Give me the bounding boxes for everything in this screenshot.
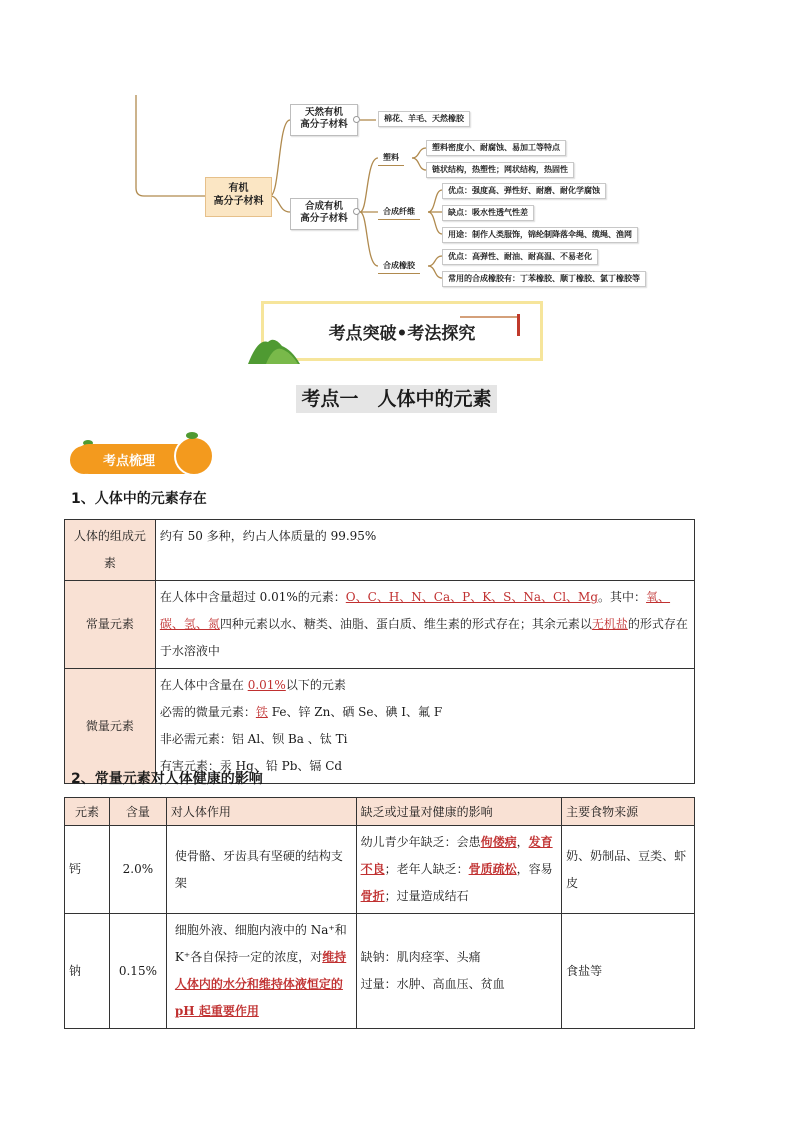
mindmap-node-rubber: 合成橡胶 <box>378 259 420 274</box>
fracture: 骨折 <box>360 889 385 903</box>
table-row <box>65 826 695 914</box>
mindmap-natural-line2: 高分子材料 <box>300 119 348 130</box>
row-head-major: 常量元素 <box>65 581 156 669</box>
element-amount: 2.0% <box>109 826 166 914</box>
osteoporosis: 骨质疏松 <box>468 862 517 876</box>
elements-table <box>64 519 695 784</box>
row-body-major <box>155 581 694 669</box>
element-effect <box>356 914 562 1029</box>
table-row <box>65 581 695 669</box>
element-food: 食盐等 <box>562 914 695 1029</box>
mindmap-synthetic-line1: 合成有机 <box>304 201 343 212</box>
banner-title: 考点突破•考法探究 <box>328 324 476 344</box>
rickets: 佝偻病 <box>480 835 517 849</box>
text-run: 幼儿青少年缺乏：会患 <box>360 835 481 849</box>
element-role <box>166 914 356 1029</box>
heading-1: 1、人体中的元素存在 <box>71 491 207 507</box>
heading-2: 2、常量元素对人体健康的影响 <box>71 771 263 787</box>
mindmap-node-natural <box>290 104 358 136</box>
table-row <box>65 914 695 1029</box>
text-run: ，容易 <box>516 862 553 876</box>
orange-right-icon <box>174 436 214 476</box>
element-amount: 0.15% <box>109 914 166 1029</box>
text-run: 以下的元素 <box>285 678 346 692</box>
sodium-role-highlight: 维持人体内的水分和维持体液恒定的 pH 起重要作用 <box>174 950 347 1018</box>
mindmap-leaf-fiber-2: 缺点：吸水性透气性差 <box>442 205 534 221</box>
collapse-dot-icon[interactable] <box>353 116 360 123</box>
column-header: 元素 <box>65 798 110 826</box>
iron-element: 铁 <box>255 705 268 719</box>
text-run: 。其中： <box>598 590 647 604</box>
mindmap-leaf-plastic-2: 链状结构，热塑性；网状结构，热固性 <box>426 162 574 178</box>
mindmap-node-synthetic <box>290 198 358 230</box>
text-run: 四种元素以水、糖类、油脂、蛋白质、维生素的形式存在；其余元素以 <box>219 617 592 631</box>
mindmap-natural-line1: 天然有机 <box>304 107 343 118</box>
mindmap-leaf-natural: 棉花、羊毛、天然橡胶 <box>378 111 470 127</box>
mindmap-connectors <box>0 0 794 300</box>
mindmap-leaf-rubber-2: 常用的合成橡胶有：丁苯橡胶、顺丁橡胶、氯丁橡胶等 <box>442 271 646 287</box>
mindmap-leaf-fiber-1: 优点：强度高、弹性好、耐磨、耐化学腐蚀 <box>442 183 606 199</box>
inorganic-salt: 无机盐 <box>591 617 628 631</box>
element-effect <box>356 826 562 914</box>
collapse-dot-icon[interactable] <box>353 208 360 215</box>
text-run: ；老年人缺乏： <box>384 862 469 876</box>
element-food: 奶、奶制品、豆类、虾皮 <box>562 826 695 914</box>
trace-line-3: 非必需元素：铝 Al、钡 Ba 、钛 Ti <box>159 732 348 746</box>
table-row <box>65 520 695 581</box>
row-head-trace: 微量元素 <box>65 669 156 784</box>
effect-line-1: 缺钠：肌肉痉挛、头痛 <box>360 950 481 964</box>
text-run: ， <box>516 835 529 849</box>
mindmap-leaf-rubber-1: 优点：高弹性、耐油、耐高温、不易老化 <box>442 249 598 265</box>
element-name: 钠 <box>65 914 110 1029</box>
trace-line-1 <box>160 672 690 699</box>
major-elements-list: O、C、H、N、Ca、P、K、S、Na、Cl、Mg <box>345 590 599 604</box>
text-run: 细胞外液、细胞内液中的 Na⁺和 K⁺各自保持一定的浓度，对 <box>174 923 347 964</box>
section-banner <box>261 301 543 361</box>
mindmap-root-line2: 高分子材料 <box>213 196 264 207</box>
mindmap-root-node <box>205 177 272 217</box>
effect-line-2: 过量：水肿、高血压、贫血 <box>360 977 505 991</box>
text-run: Fe、锌 Zn、硒 Se、碘 I、氟 F <box>267 705 443 719</box>
mindmap-node-plastic: 塑料 <box>378 151 404 166</box>
table-row <box>65 669 695 784</box>
banner-accent-line <box>460 316 517 318</box>
column-header: 对人体作用 <box>166 798 356 826</box>
banner-accent-bar <box>517 314 520 336</box>
column-header: 主要食物来源 <box>562 798 695 826</box>
text-run: 在人体中含量在 <box>159 678 248 692</box>
section-title: 考点一 人体中的元素 <box>296 385 497 413</box>
mindmap-root-line1: 有机 <box>228 183 249 194</box>
leaf-icon <box>186 432 198 439</box>
major-elements-health-table <box>64 797 695 1029</box>
topic-pill-label: 考点梳理 <box>103 454 156 469</box>
trace-threshold: 0.01% <box>247 678 286 692</box>
row-body-trace <box>155 669 694 784</box>
column-header: 缺乏或过量对健康的影响 <box>356 798 562 826</box>
table-header-row <box>65 798 695 826</box>
text-run: ；过量造成结石 <box>384 889 469 903</box>
poor-development: 发育不良 <box>360 835 553 876</box>
four-elements: 氧、碳、氢、氮 <box>159 590 671 631</box>
text-run: 的形式存在于水溶液中 <box>159 617 688 658</box>
row-body-composition: 约有 50 多种，约占人体质量的 99.95% <box>155 520 694 581</box>
trace-line-4: 有害元素：汞 Hg、铅 Pb、镉 Cd <box>159 759 343 773</box>
element-role: 使骨骼、牙齿具有坚硬的结构支架 <box>166 826 356 914</box>
mindmap-leaf-fiber-3: 用途：制作人类服饰，锦纶制降落伞绳、缆绳、渔网 <box>442 227 638 243</box>
row-head-composition: 人体的组成元素 <box>65 520 156 581</box>
mountain-icon <box>248 336 300 364</box>
element-name: 钙 <box>65 826 110 914</box>
text-run: 在人体中含量超过 0.01%的元素： <box>159 590 346 604</box>
mindmap-node-fiber: 合成纤维 <box>378 205 420 220</box>
trace-line-2 <box>160 699 690 726</box>
mindmap-synthetic-line2: 高分子材料 <box>300 213 348 224</box>
text-run: 必需的微量元素： <box>159 705 256 719</box>
mindmap-leaf-plastic-1: 塑料密度小、耐腐蚀、易加工等特点 <box>426 140 566 156</box>
column-header: 含量 <box>109 798 166 826</box>
